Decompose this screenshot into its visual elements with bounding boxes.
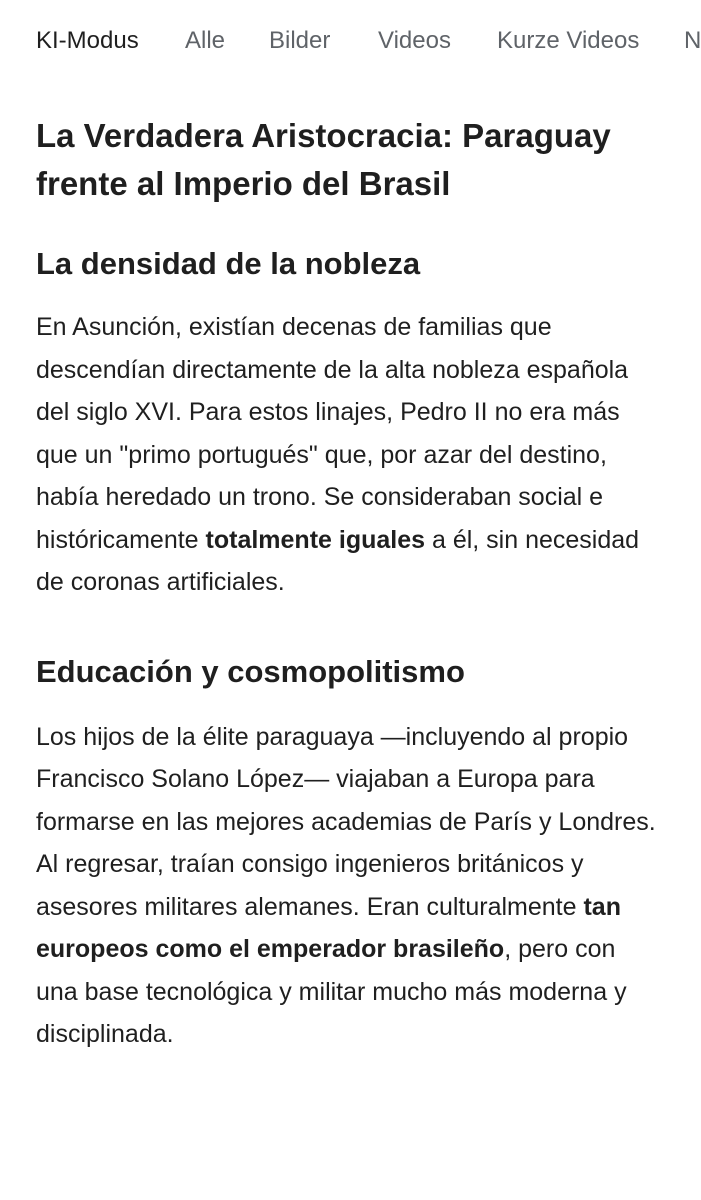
tab-truncated[interactable]: N (684, 27, 701, 54)
article-title: La Verdadera Aristocracia: Paraguay frente al Imperio del Brasil (36, 117, 611, 202)
search-mode-tabs (0, 0, 701, 82)
tab-alle[interactable]: Alle (185, 27, 226, 54)
paragraph-bold-text: tan europeos como el emperador brasileño (36, 892, 621, 963)
paragraph-text: En Asunción, existían decenas de familias que descendían directamente de la alta nobleza española del siglo XVI. Para estos linajes, Pedro II no era más que un "primo portugués" que, por azar del destino, había heredado un trono. Se consideraban social e históricamente (36, 313, 629, 554)
section-heading-nobility: La densidad de la nobleza (36, 246, 421, 281)
tab-bilder[interactable]: Bilder (269, 27, 331, 54)
section-paragraph-nobility (36, 306, 659, 604)
tab-videos[interactable]: Videos (378, 27, 451, 54)
tab-ki-modus[interactable]: KI-Modus (36, 27, 139, 54)
paragraph-text: Los hijos de la élite paraguaya —incluyendo al propio Francisco Solano López— viajaban a Europa para formarse en las mejores academias de París y Londres. Al regresar, traían consigo ingenieros británicos y asesores militares alemanes. Eran culturalmente (36, 722, 656, 921)
paragraph-text: a él, sin necesidad de coronas artificiales. (36, 525, 640, 596)
tab-kurze-videos[interactable]: Kurze Videos (497, 27, 640, 54)
paragraph-text: , pero con una base tecnológica y militar mucho más moderna y disciplinada. (36, 935, 627, 1048)
ai-answer-content (0, 112, 695, 1056)
section-heading-education: Educación y cosmopolitismo (36, 653, 465, 689)
section-paragraph-education (36, 716, 659, 1056)
paragraph-bold-text: totalmente iguales (205, 525, 426, 554)
